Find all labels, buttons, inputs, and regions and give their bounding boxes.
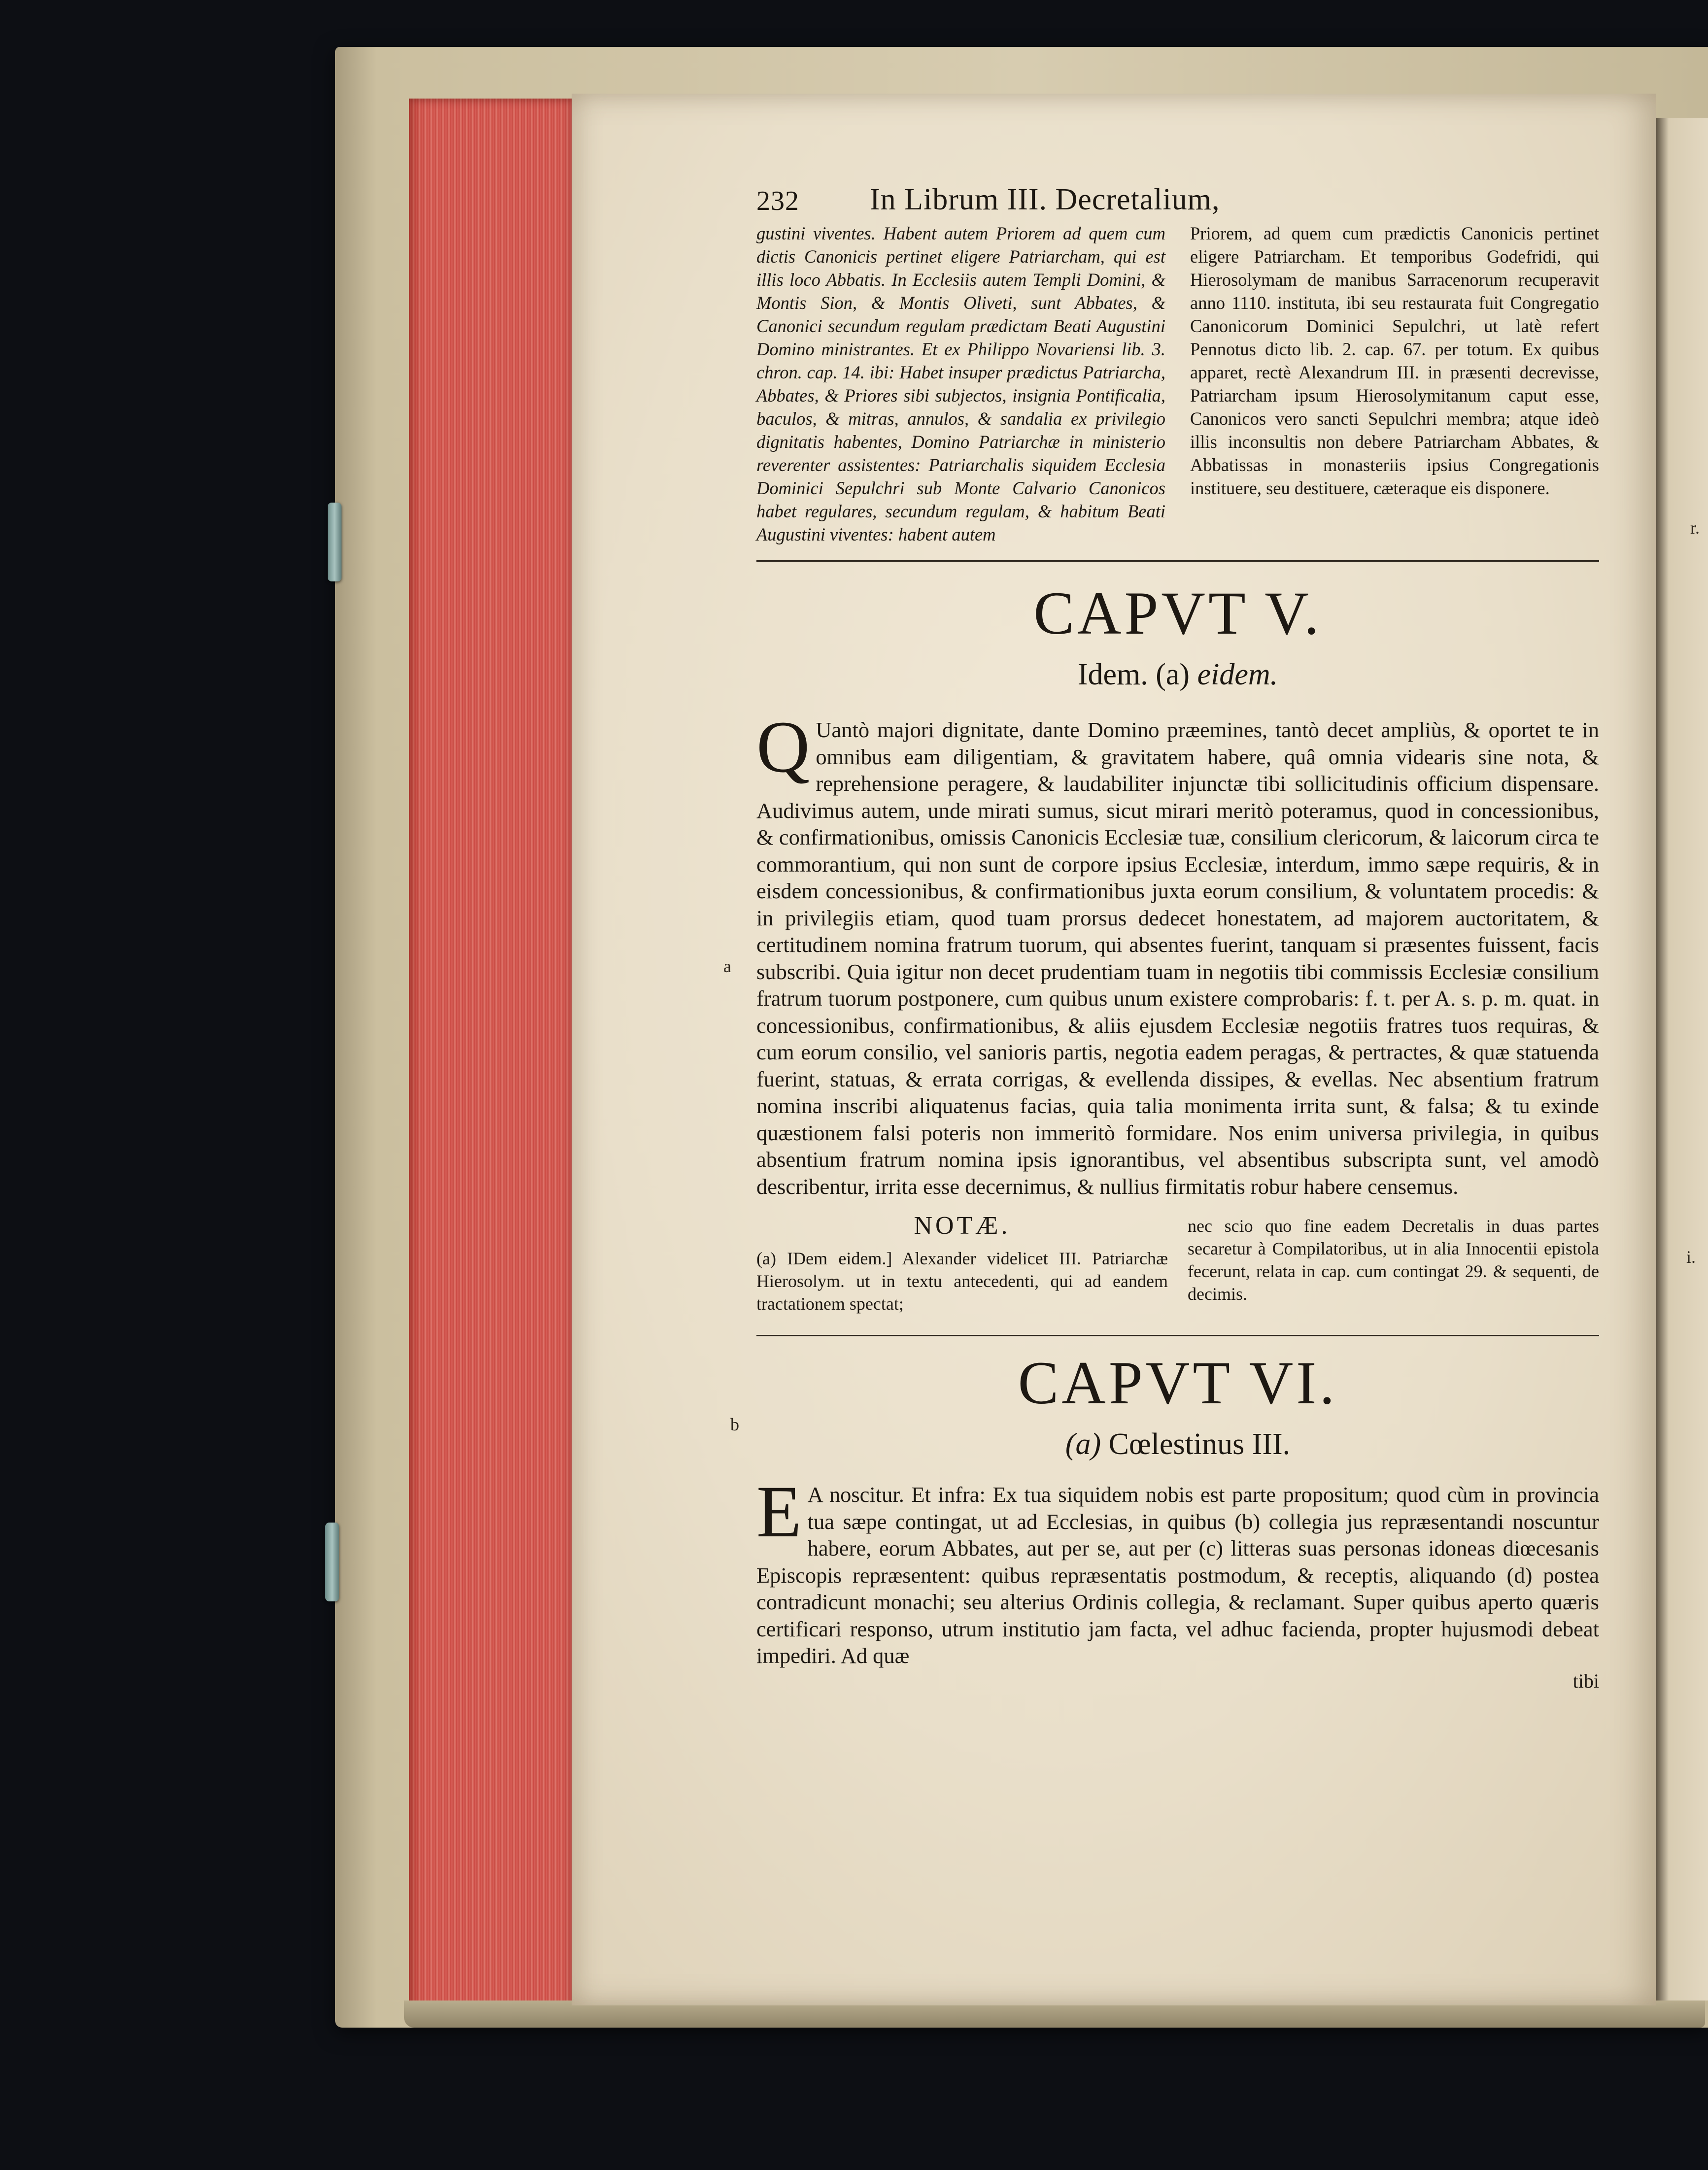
notes-right-column: nec scio quo fine eadem Decretalis in duas partes secaretur à Compilatoribus, ut in alia Innocentii epistola fecerunt, relata in cap. cum contingat 29. & sequenti, de decimis. <box>1188 1216 1599 1304</box>
chapter-subheading-5 <box>756 657 1599 692</box>
margin-mark: b <box>730 1415 739 1434</box>
chapter-heading-5: CAPVT V. <box>1033 579 1322 647</box>
drop-cap: E <box>756 1471 802 1553</box>
page-content <box>756 182 1599 1693</box>
notes-left-column <box>756 1212 1168 1315</box>
commentary-right-column: Priorem, ad quem cum prædictis Canonicis pertinet eligere Patriarcham. Et temporibus Godefridi, qui Hierosolymam de manibus Sarracenorum recuperavit anno 1110. instituta, ibi seu restaurata fuit Congregatio Canonicorum Dominici Sepulchri, ut latè refert Pennotus dicto lib. 2. cap. 67. per totum. Ex quibus apparet, rectè Alexandrum III. in præsenti decrevisse, Patriarcham ipsum Hierosolymitanum caput esse, Canonicos vero sancti Sepulchri membra; atque ideò illis inconsultis non debere Patriarcham Abbates, & Abbatissas in monasteriis ipsius Congregationis instituere, seu destituere, cæteraque eis disponere. <box>1190 223 1599 498</box>
margin-mark: r. <box>1690 518 1700 538</box>
subheading-plain: Cœlestinus III. <box>1108 1427 1291 1461</box>
page-number: 232 <box>756 186 799 216</box>
chapter-6-body: A noscitur. Et infra: Ex tua siquidem nobis est parte propositum; quod cùm in provincia tua sæpe contingat, ut ad Ecclesias, in quibus (b) collegia jus repræsentandi noscuntur habere, eorum Abbates, aut per se, aut per (c) litteras suas personas idoneas diœcesanis Episcopis repræsentent: quibus repræsentatis postmodum, & receptis, aliquando (d) postea contradicunt monachi; seu alterius Ordinis collegia, & reclamant. Super quibus aperto quæris certificari responso, utrum institutio jam facta, vel adhuc facienda, propter hujusmodi debeat impediri. Ad quæ <box>756 1482 1599 1668</box>
chapter-subheading-6 <box>756 1427 1599 1461</box>
subheading-plain: Idem. (a) <box>1077 658 1190 691</box>
drop-cap: Q <box>756 706 810 788</box>
commentary-left-column: gustini viventes. Habent autem Priorem ad quem cum dictis Canonicis pertinet eligere Patriarcham, qui est illis loco Abbatis. In Ecclesiis autem Templi Domini, & Montis Sion, & Montis Oliveti, sunt Abbates, & Canonici secundum regulam prædictam Beati Augustini Domino ministrantes. Et ex Philippo Novariensi lib. 3. chron. cap. 14. ibi: Habet insuper prædictus Patriarcha, Abbates, & Priores sibi subjectos, insignia Pontificalia, baculos, & mitras, annulos, & sandalia ex privilegio dignitatis habentes, Domino Patriarchæ in ministerio reverenter assistentes: Patriarchalis siquidem Ecclesia Dominici Sepulchri sub Monte Calvario Canonicos habet regulares, secundum regulam, & habitum Beati Augustini viventes: habent autem <box>756 223 1165 544</box>
subheading-italic: eidem. <box>1197 658 1278 691</box>
section-divider <box>756 560 1599 562</box>
clasp-top <box>328 503 342 581</box>
clasp-bottom <box>325 1523 339 1601</box>
facing-page-edge <box>1656 118 1708 2000</box>
margin-mark: i. <box>1686 1247 1696 1267</box>
margin-mark: a <box>723 956 731 976</box>
chapter-6-text <box>756 1471 1599 1669</box>
chapter-heading-6: CAPVT VI. <box>1018 1349 1338 1417</box>
chapter-5-body: Uantò majori dignitate, dante Domino præemines, tantò decet ampliùs, & oportet te in omnibus eam diligentiam, & gravitatem habere, quâ omnia videaris sine nota, & reprehensione peragere, & laudabiliter injunctæ tibi sollicitudinis officium dispensare. Audivimus autem, unde mirati sumus, sicut mirari meritò poteramus, quod in concessionibus, & confirmationibus, omissis Canonicis Ecclesiæ tuæ, consilium clericorum, & laicorum circa te commorantium, qui non sunt de corpore ipsius Ecclesiæ, interdum, immo sæpe requiris, & in eisdem concessionibus, & confirmationibus juxta eorum consilium, & voluntatem procedis: & in privilegiis etiam, quod tuam prorsus dedecet honestatem, ad majorem auctoritatem, & certitudinem nomina fratrum tuorum, qui absentes fuerint, tanquam si præsentes fuissent, facis subscribi. Quia igitur non decet prudentiam tuam in negotiis tibi commissis Ecclesiæ consilium fratrum tuorum postponere, cum quibus unum existere comprobaris: f. t. per A. s. p. m. quat. in concessionibus, confirmationibus, & aliis ejusdem Ecclesiæ negotiis fratres tuos requiras, & cum eorum consilio, vel sanioris partis, negotia eadem peragas, & pertractes, & quæ statuenda fuerint, statuas, & errata corrigas, & evellenda dissipes, & evellas. Nec absentium fratrum nomina inscribi aliquatenus facias, quia talia monimenta irrita sunt, & falsa; & tu exinde quæstionem falsi poteris non immeritò formidare. Nos enim universa privilegia, in quibus absentium fratrum nomina ipsis ignorantibus, vel absentibus subscripta sunt, vel amodò describentur, irrita esse decernimus, & nullius firmitatis robur habere censemus. <box>756 717 1599 1199</box>
book-fore-edge <box>409 99 577 2015</box>
note-a-text: (a) IDem eidem.] Alexander videlicet III. Patriarchæ Hierosolym. ut in textu antecedenti, qui ad eandem tractationem spectat; <box>756 1249 1168 1314</box>
chapter-5-text <box>756 706 1599 1200</box>
notes-section <box>756 1212 1599 1315</box>
subheading-italic: (a) <box>1065 1427 1101 1461</box>
section-divider <box>756 1335 1599 1336</box>
catchword: tibi <box>1572 1669 1599 1692</box>
top-commentary <box>756 222 1599 546</box>
running-head <box>756 182 1599 222</box>
notes-heading: NOTÆ. <box>914 1212 1011 1240</box>
running-head-title: In Librum III. Decretalium, <box>870 183 1220 216</box>
